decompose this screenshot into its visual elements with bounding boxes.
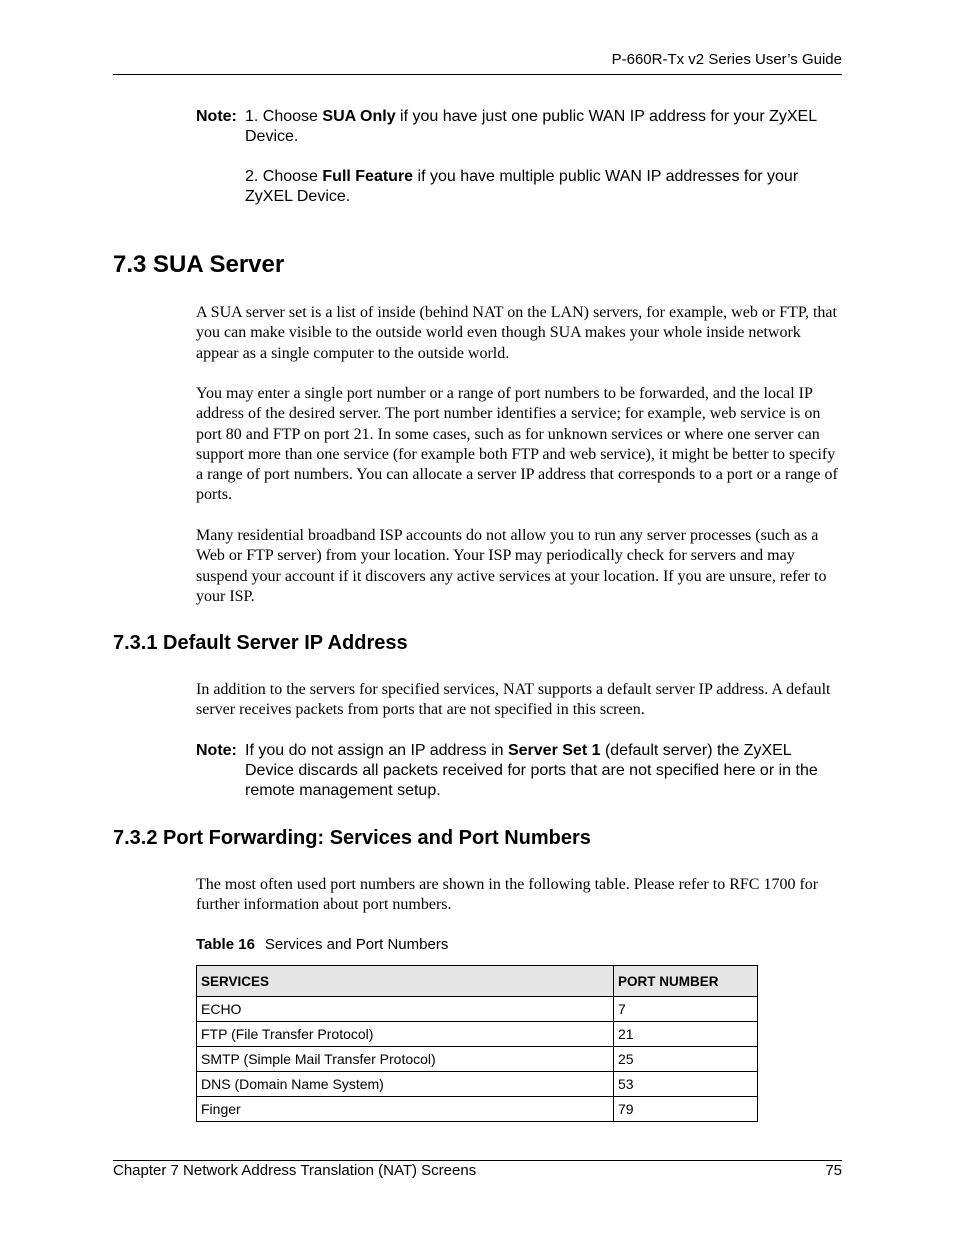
table-row [197,1022,758,1047]
table-row [197,997,758,1022]
note-label: Note: [196,742,237,759]
note-sua-options [196,107,842,207]
section-paragraph-1: A SUA server set is a list of inside (behind NAT on the LAN) servers, for example, web or FTP, that you can make visible to the outside world even though SUA makes your whole inside network appear as a single computer to the outside world. [196,304,837,362]
note-item-2-post: if you have multiple public WAN IP addresses for your ZyXEL Device. [245,168,799,205]
note-body [245,741,842,801]
note-item-1-bold: SUA Only [322,108,396,125]
table-cell-port: 7 [614,997,758,1022]
table-header-port-number: PORT NUMBER [614,966,758,997]
note-item-1-post: if you have just one public WAN IP address for your ZyXEL Device. [245,108,817,145]
note-text-pre: If you do not assign an IP address in [245,742,508,759]
table-row [197,1097,758,1122]
note-label: Note: [196,108,237,125]
table-cell-service: Finger [197,1097,614,1122]
footer-rule [113,1160,842,1161]
table-header-services: SERVICES [197,966,614,997]
subsection-2-heading: 7.3.2 Port Forwarding: Services and Port Numbers [113,827,591,849]
section-paragraph-3: Many residential broadband ISP accounts do not allow you to run any server processes (such as a Web or FTP server) from your location. Your ISP may periodically check for servers and may suspend your account if it discovers any active services at your location. If you are unsure, refer to your ISP. [196,527,827,605]
subsection-1-paragraph: In addition to the servers for specified services, NAT supports a default server IP address. A default server receives packets from ports that are not specified in this screen. [196,681,831,719]
table-caption-text: Services and Port Numbers [264,936,449,953]
note-item-2-pre: 2. Choose [245,168,323,185]
note-item-1 [245,107,842,147]
running-header-title: P-660R-Tx v2 Series User’s Guide [611,51,842,68]
table-cell-port: 25 [614,1047,758,1072]
table-cell-port: 79 [614,1097,758,1122]
note-item-1-pre: 1. Choose [245,108,323,125]
section-heading: 7.3 SUA Server [113,251,285,278]
section-paragraph-2: You may enter a single port number or a range of port numbers to be forwarded, and the local IP address of the desired server. The port number identifies a service; for example, web service is on port 80 and FTP on port 21. In some cases, such as for unknown services or where one server can support more than one service (for example both FTP and web service), it might be better to specify a range of port numbers. You can allocate a server IP address that corresponds to a port or a range of ports. [196,385,838,504]
header-rule [113,74,842,75]
footer-chapter: Chapter 7 Network Address Translation (NAT) Screens [113,1162,477,1179]
table-cell-port: 53 [614,1072,758,1097]
table-cell-service: ECHO [197,997,614,1022]
table-cell-service: DNS (Domain Name System) [197,1072,614,1097]
note-body [245,107,842,207]
table-cell-service: FTP (File Transfer Protocol) [197,1022,614,1047]
table-header-row [197,966,758,997]
table-row [197,1072,758,1097]
subsection-1-heading: 7.3.1 Default Server IP Address [113,632,408,654]
table-cell-service: SMTP (Simple Mail Transfer Protocol) [197,1047,614,1072]
table-caption-label: Table 16 [196,936,255,953]
note-default-server [196,741,842,801]
note-text-post: (default server) the ZyXEL Device discards all packets received for ports that are not specified here or in the remote management setup. [245,742,818,799]
table-row [197,1047,758,1072]
services-port-table [196,965,758,1122]
note-text-bold: Server Set 1 [507,742,601,759]
subsection-2-paragraph: The most often used port numbers are shown in the following table. Please refer to RFC 1700 for further information about port numbers. [196,876,819,914]
footer-page-number: 75 [825,1162,842,1179]
table-cell-port: 21 [614,1022,758,1047]
table-caption [196,936,448,953]
note-text [245,741,842,801]
note-item-2 [245,167,842,207]
note-item-2-bold: Full Feature [322,168,414,185]
